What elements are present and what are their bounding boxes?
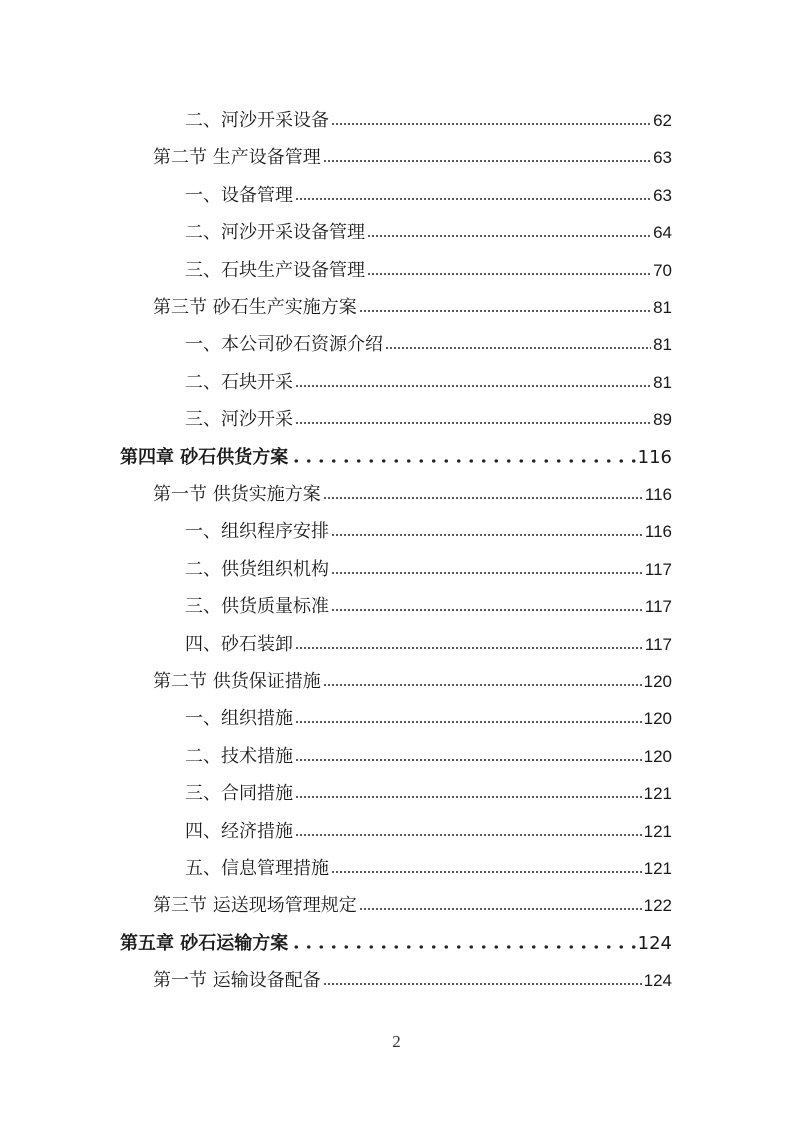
toc-entry-label: 一、组织措施 bbox=[185, 708, 293, 730]
toc-section-entry[interactable] bbox=[153, 480, 672, 506]
toc-entry-label: 三、河沙开采 bbox=[185, 409, 293, 431]
toc-subsection-entry[interactable] bbox=[185, 181, 672, 207]
toc-entry-page-number: 81 bbox=[653, 372, 672, 392]
toc-entry-label: 三、供货质量标准 bbox=[185, 596, 329, 618]
toc-entry-page-number: 117 bbox=[644, 597, 672, 617]
toc-entry-page-number: 122 bbox=[643, 896, 672, 916]
toc-subsection-entry[interactable] bbox=[185, 779, 672, 805]
toc-section-entry[interactable] bbox=[153, 966, 672, 992]
toc-subsection-entry[interactable] bbox=[185, 555, 672, 581]
toc-subsection-entry[interactable] bbox=[185, 218, 672, 244]
toc-dot-leader bbox=[331, 570, 643, 576]
toc-subsection-entry[interactable] bbox=[185, 256, 672, 282]
toc-dot-leader bbox=[323, 981, 642, 987]
toc-entry-label: 一、设备管理 bbox=[185, 184, 293, 206]
toc-entry-label: 第二节 生产设备管理 bbox=[153, 147, 321, 169]
toc-dot-leader bbox=[295, 645, 643, 651]
toc-entry-label: 二、河沙开采设备管理 bbox=[185, 222, 365, 244]
toc-entry-label: 二、技术措施 bbox=[185, 745, 293, 767]
toc-dot-leader bbox=[295, 832, 642, 838]
toc-dot-leader bbox=[323, 495, 643, 501]
toc-entry-label: 第五章 砂石运输方案 bbox=[120, 932, 289, 954]
toc-dot-leader bbox=[331, 607, 643, 613]
toc-entry-page-number: 121 bbox=[643, 859, 672, 878]
toc-entry-label: 二、供货组织机构 bbox=[185, 558, 329, 580]
toc-entry-page-number: 62 bbox=[653, 111, 672, 130]
toc-entry-label: 一、本公司砂石资源介绍 bbox=[185, 334, 383, 356]
toc-dot-leader bbox=[295, 420, 651, 426]
toc-entry-page-number: 63 bbox=[653, 148, 672, 168]
toc-entry-page-number: 116 bbox=[644, 485, 672, 504]
toc-entry-label: 第一节 运输设备配备 bbox=[153, 970, 321, 992]
toc-entry-page-number: 121 bbox=[643, 821, 672, 841]
toc-subsection-entry[interactable] bbox=[185, 517, 672, 543]
toc-entry-label: 第一节 供货实施方案 bbox=[153, 484, 321, 505]
toc-dot-leader bbox=[367, 233, 651, 239]
toc-section-entry[interactable] bbox=[153, 891, 672, 917]
toc-subsection-entry[interactable] bbox=[185, 368, 672, 394]
toc-subsection-entry[interactable] bbox=[185, 854, 672, 880]
toc-dot-leader bbox=[290, 944, 635, 950]
toc-dot-leader bbox=[323, 682, 642, 688]
toc-subsection-entry[interactable] bbox=[185, 742, 672, 768]
toc-dot-leader bbox=[385, 345, 651, 351]
toc-entry-page-number: 120 bbox=[643, 709, 672, 729]
toc-dot-leader bbox=[331, 121, 651, 127]
toc-dot-leader bbox=[295, 383, 651, 389]
toc-entry-label: 第三节 运送现场管理规定 bbox=[153, 895, 357, 917]
toc-entry-label: 第三节 砂石生产实施方案 bbox=[153, 297, 357, 318]
toc-chapter-entry[interactable] bbox=[120, 929, 672, 955]
toc-entry-page-number: 124 bbox=[643, 971, 672, 991]
toc-entry-page-number: 124 bbox=[637, 932, 672, 954]
toc-entry-label: 二、石块开采 bbox=[185, 371, 293, 393]
toc-entry-page-number: 81 bbox=[653, 335, 672, 355]
toc-dot-leader bbox=[331, 532, 643, 538]
toc-entry-page-number: 89 bbox=[653, 410, 672, 430]
toc-entry-label: 三、石块生产设备管理 bbox=[185, 259, 365, 281]
toc-entry-label: 一、组织程序安排 bbox=[185, 521, 329, 543]
toc-entry-page-number: 64 bbox=[653, 223, 672, 243]
toc-subsection-entry[interactable] bbox=[185, 817, 672, 843]
toc-dot-leader bbox=[359, 906, 642, 912]
toc-dot-leader bbox=[295, 794, 642, 800]
toc-dot-leader bbox=[331, 869, 642, 875]
toc-entry-label: 第二节 供货保证措施 bbox=[153, 671, 321, 692]
toc-section-entry[interactable] bbox=[153, 667, 672, 693]
toc-dot-leader bbox=[323, 158, 651, 164]
toc-dot-leader bbox=[367, 271, 651, 277]
toc-entry-label: 三、合同措施 bbox=[185, 783, 293, 805]
toc-subsection-entry[interactable] bbox=[185, 330, 672, 356]
toc-dot-leader bbox=[290, 458, 635, 464]
toc-entry-label: 五、信息管理措施 bbox=[185, 858, 329, 879]
toc-subsection-entry[interactable] bbox=[185, 106, 672, 132]
toc-entry-page-number: 120 bbox=[643, 672, 672, 691]
toc-section-entry[interactable] bbox=[153, 143, 672, 169]
toc-entry-page-number: 117 bbox=[644, 634, 672, 654]
toc-dot-leader bbox=[359, 308, 651, 314]
toc-entry-label: 二、河沙开采设备 bbox=[185, 110, 329, 131]
toc-subsection-entry[interactable] bbox=[185, 630, 672, 656]
toc-entry-page-number: 117 bbox=[644, 559, 672, 579]
toc-chapter-entry[interactable] bbox=[120, 443, 672, 469]
toc-entry-label: 第四章 砂石供货方案 bbox=[120, 446, 289, 468]
toc-entry-label: 四、砂石装卸 bbox=[185, 633, 293, 655]
toc-entry-page-number: 120 bbox=[643, 746, 672, 766]
toc-dot-leader bbox=[295, 757, 642, 763]
toc-subsection-entry[interactable] bbox=[185, 704, 672, 730]
toc-dot-leader bbox=[295, 196, 651, 202]
page-number: 2 bbox=[392, 1032, 401, 1051]
toc-subsection-entry[interactable] bbox=[185, 592, 672, 618]
toc-entry-page-number: 63 bbox=[653, 185, 672, 205]
toc-entry-page-number: 81 bbox=[653, 298, 672, 317]
toc-dot-leader bbox=[295, 719, 642, 725]
toc-subsection-entry[interactable] bbox=[185, 405, 672, 431]
toc-entry-label: 四、经济措施 bbox=[185, 820, 293, 842]
toc-entry-page-number: 121 bbox=[643, 784, 672, 804]
toc-entry-page-number: 116 bbox=[644, 522, 672, 542]
toc-entry-page-number: 116 bbox=[637, 446, 672, 468]
toc-entry-page-number: 70 bbox=[653, 260, 672, 280]
toc-section-entry[interactable] bbox=[153, 293, 672, 319]
